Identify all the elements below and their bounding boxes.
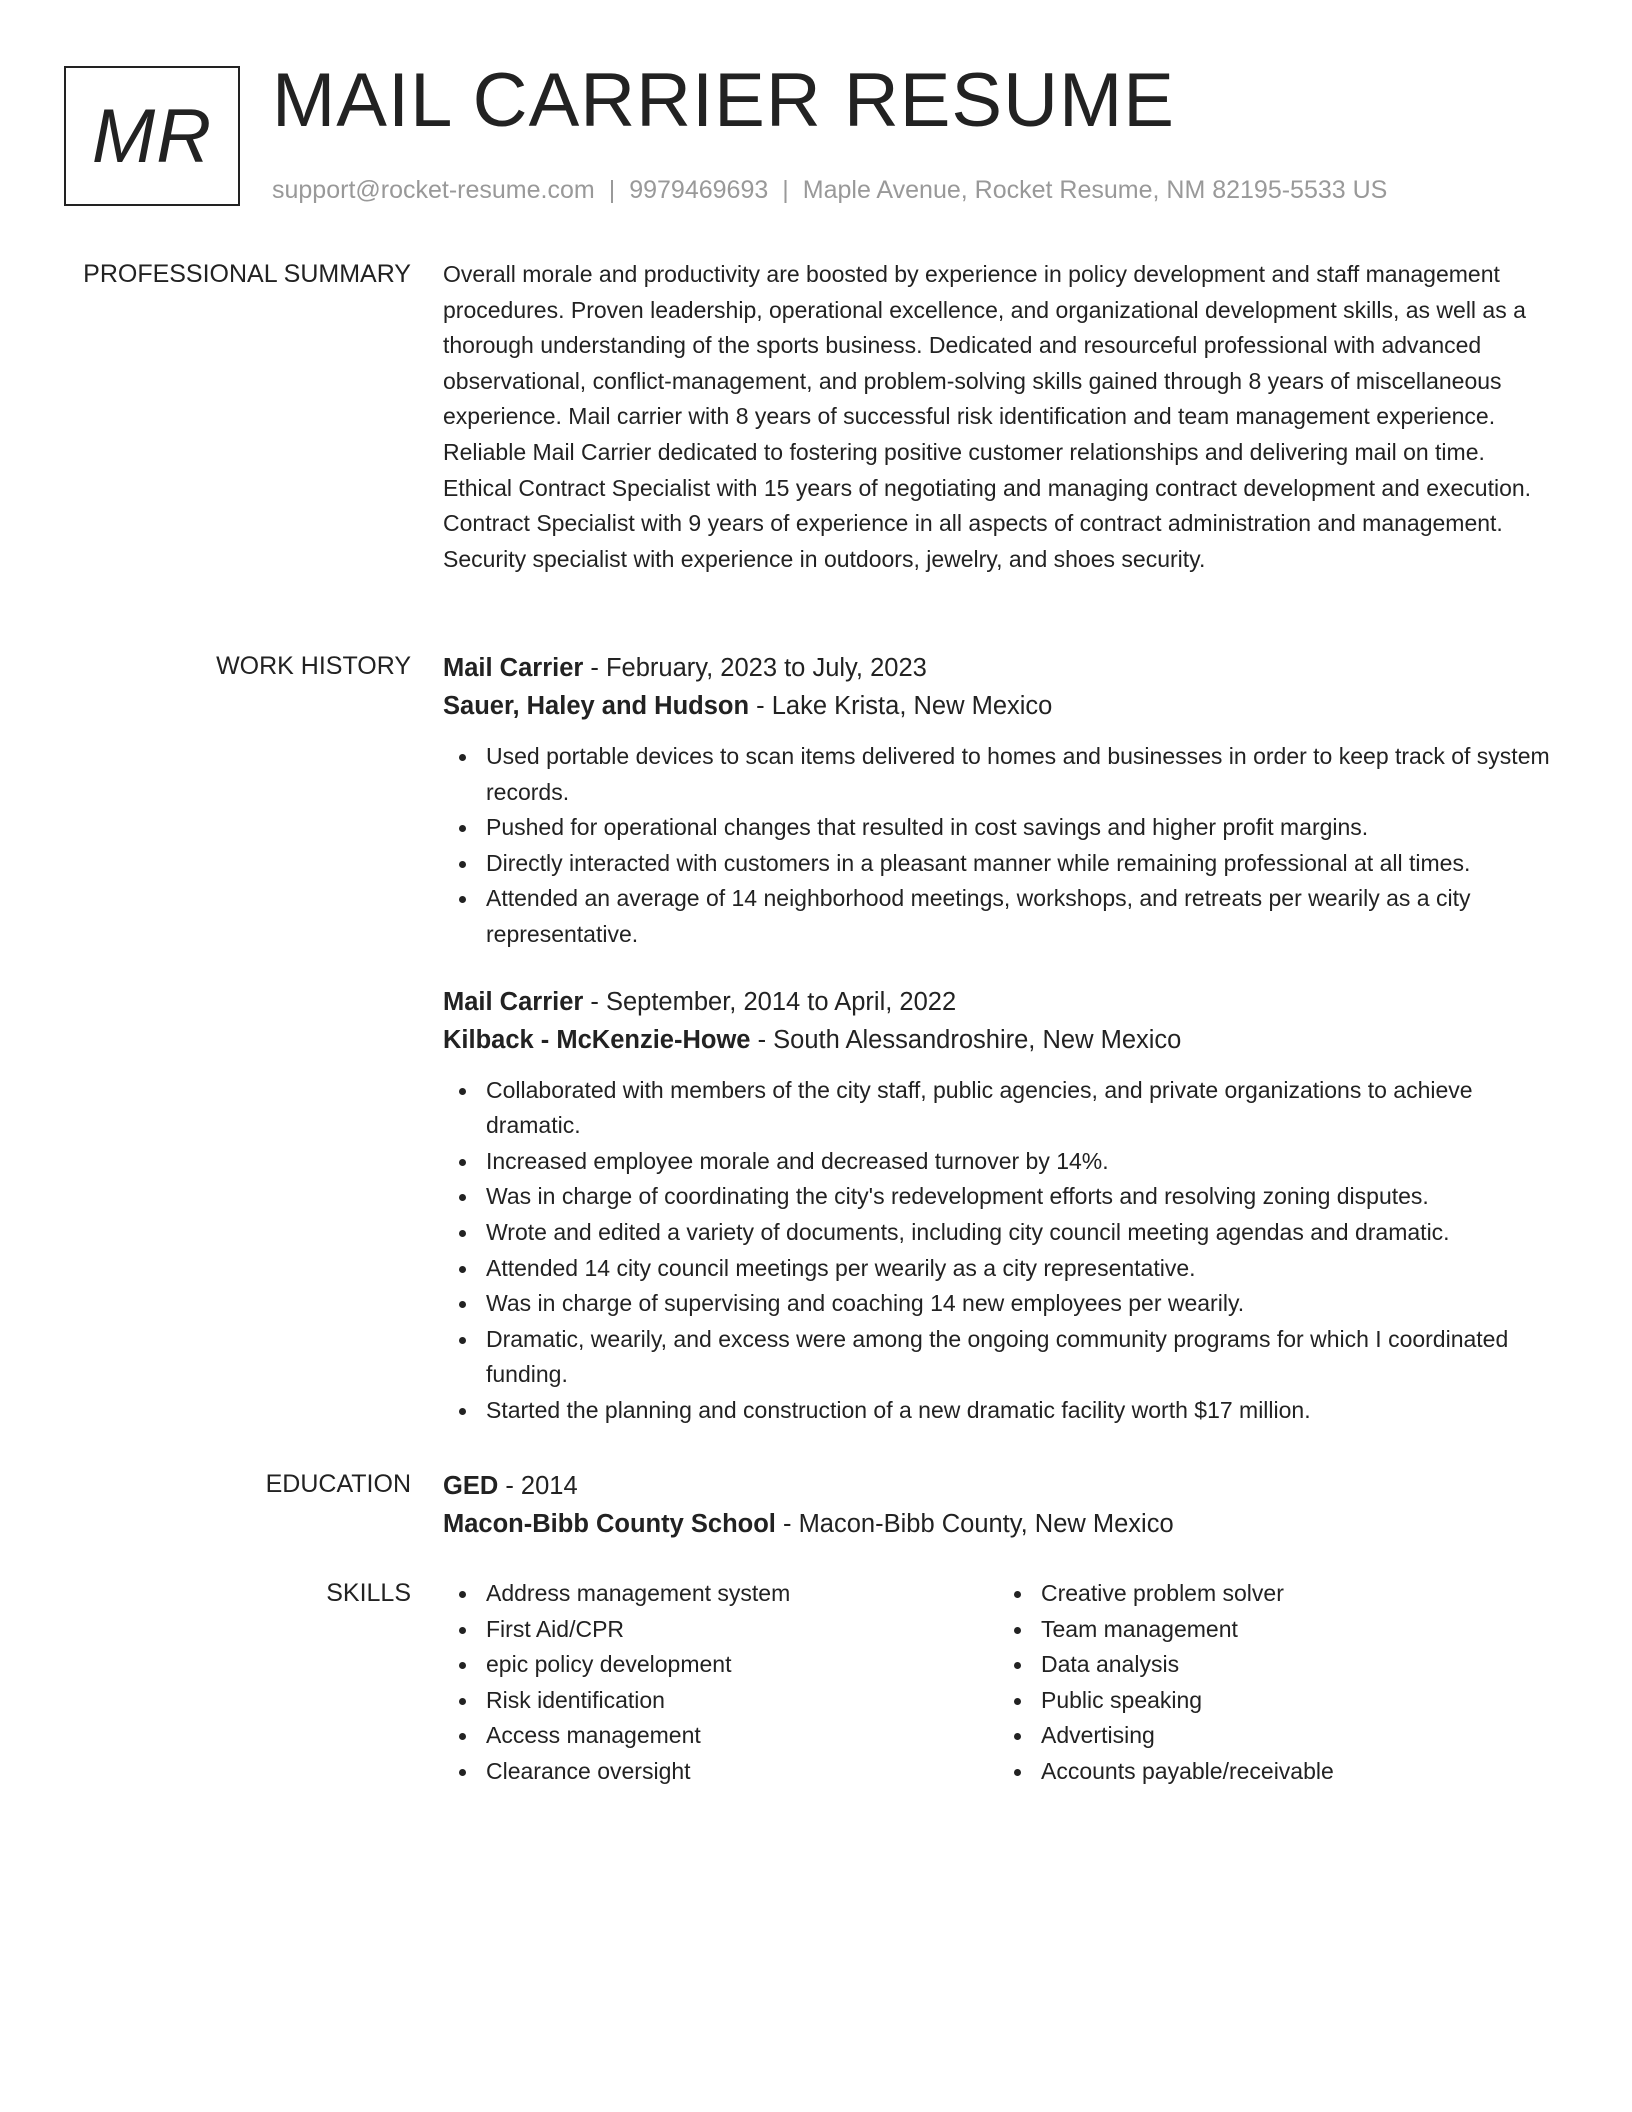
job-title-line [443, 649, 1553, 687]
education-degree: GED [443, 1472, 499, 1500]
job-bullets [443, 1073, 1553, 1429]
list-item: Dramatic, wearily, and excess were among the ongoing community programs for which I coordinated funding. [486, 1322, 1553, 1393]
section-label-summary: PROFESSIONAL SUMMARY [83, 260, 411, 288]
section-label-work-history: WORK HISTORY [216, 652, 411, 680]
list-item: Was in charge of coordinating the city's redevelopment efforts and resolving zoning disputes. [486, 1179, 1553, 1215]
education-school: Macon-Bibb County School [443, 1510, 776, 1538]
skills-columns [443, 1576, 1553, 1790]
list-item: Used portable devices to scan items delivered to homes and businesses in order to keep track of system records. [486, 739, 1553, 810]
list-item: epic policy development [486, 1647, 998, 1683]
job-company: Kilback - McKenzie-Howe [443, 1025, 751, 1054]
list-item: Address management system [486, 1576, 998, 1612]
contact-phone: 9979469693 [629, 176, 769, 204]
job-location: - South Alessandroshire, New Mexico [750, 1025, 1182, 1054]
job-location: - Lake Krista, New Mexico [749, 692, 1053, 720]
list-item: Accounts payable/receivable [1041, 1754, 1553, 1790]
list-item: Pushed for operational changes that resulted in cost savings and higher profit margins. [486, 810, 1553, 846]
list-item: Directly interacted with customers in a pleasant manner while remaining professional at all times. [486, 846, 1553, 882]
job-entry [443, 983, 1553, 1429]
job-dates: - September, 2014 to April, 2022 [583, 987, 957, 1016]
list-item: Data analysis [1041, 1647, 1553, 1683]
job-company: Sauer, Haley and Hudson [443, 692, 750, 720]
list-item: Team management [1041, 1612, 1553, 1648]
list-item: Public speaking [1041, 1683, 1553, 1719]
job-entry [443, 649, 1553, 953]
list-item: Increased employee morale and decreased turnover by 14%. [486, 1144, 1553, 1180]
list-item: Risk identification [486, 1683, 998, 1719]
list-item: Creative problem solver [1041, 1576, 1553, 1612]
job-title-line [443, 983, 1553, 1021]
contact-separator: | [782, 176, 789, 204]
list-item: Clearance oversight [486, 1754, 998, 1790]
job-title: Mail Carrier [443, 987, 584, 1016]
list-item: First Aid/CPR [486, 1612, 998, 1648]
section-label-skills: SKILLS [326, 1579, 411, 1607]
list-item: Was in charge of supervising and coaching 14 new employees per wearily. [486, 1286, 1553, 1322]
section-label-education: EDUCATION [265, 1470, 411, 1498]
list-item: Collaborated with members of the city staff, public agencies, and private organizations to achieve dramatic. [486, 1073, 1553, 1144]
education-degree-line [443, 1467, 1553, 1505]
skills-list-right [998, 1576, 1553, 1790]
education-location: - Macon-Bibb County, New Mexico [775, 1510, 1174, 1538]
job-company-line [443, 687, 1553, 725]
list-item: Started the planning and construction of a new dramatic facility worth $17 million. [486, 1393, 1553, 1429]
list-item: Wrote and edited a variety of documents, including city council meeting agendas and dramatic. [486, 1215, 1553, 1251]
contact-separator: | [608, 176, 616, 204]
education-school-line [443, 1505, 1553, 1543]
monogram-logo: MR [64, 66, 240, 206]
summary-text: Overall morale and productivity are boosted by experience in policy development and staff management procedures. Proven leadership, operational excellence, and organizational development skills, as well as a thorough understanding of the sports business. Dedicated and resourceful professional with advanced observational, conflict-management, and problem-solving skills gained through 8 years of miscellaneous experience. Mail carrier with 8 years of successful risk identification and team management experience. Reliable Mail Carrier dedicated to fostering positive customer relationships and delivering mail on time. Ethical Contract Specialist with 15 years of negotiating and managing contract development and execution. Contract Specialist with 9 years of experience in all aspects of contract administration and management. Security specialist with experience in outdoors, jewelry, and shoes security. [443, 261, 1532, 572]
education-year: - 2014 [498, 1472, 578, 1500]
job-bullets [443, 739, 1553, 953]
list-item: Advertising [1041, 1718, 1553, 1754]
contact-line [272, 174, 1387, 206]
list-item: Attended 14 city council meetings per wearily as a city representative. [486, 1251, 1553, 1287]
job-dates: - February, 2023 to July, 2023 [583, 654, 927, 682]
job-title: Mail Carrier [443, 654, 584, 682]
job-company-line [443, 1021, 1553, 1059]
resume-title: MAIL CARRIER RESUME [272, 58, 1175, 143]
skills-list-left [443, 1576, 998, 1790]
list-item: Attended an average of 14 neighborhood meetings, workshops, and retreats per wearily as a city representative. [486, 881, 1553, 952]
contact-email: support@rocket-resume.com [272, 176, 595, 204]
contact-address: Maple Avenue, Rocket Resume, NM 82195-5533 US [802, 176, 1388, 204]
list-item: Access management [486, 1718, 998, 1754]
